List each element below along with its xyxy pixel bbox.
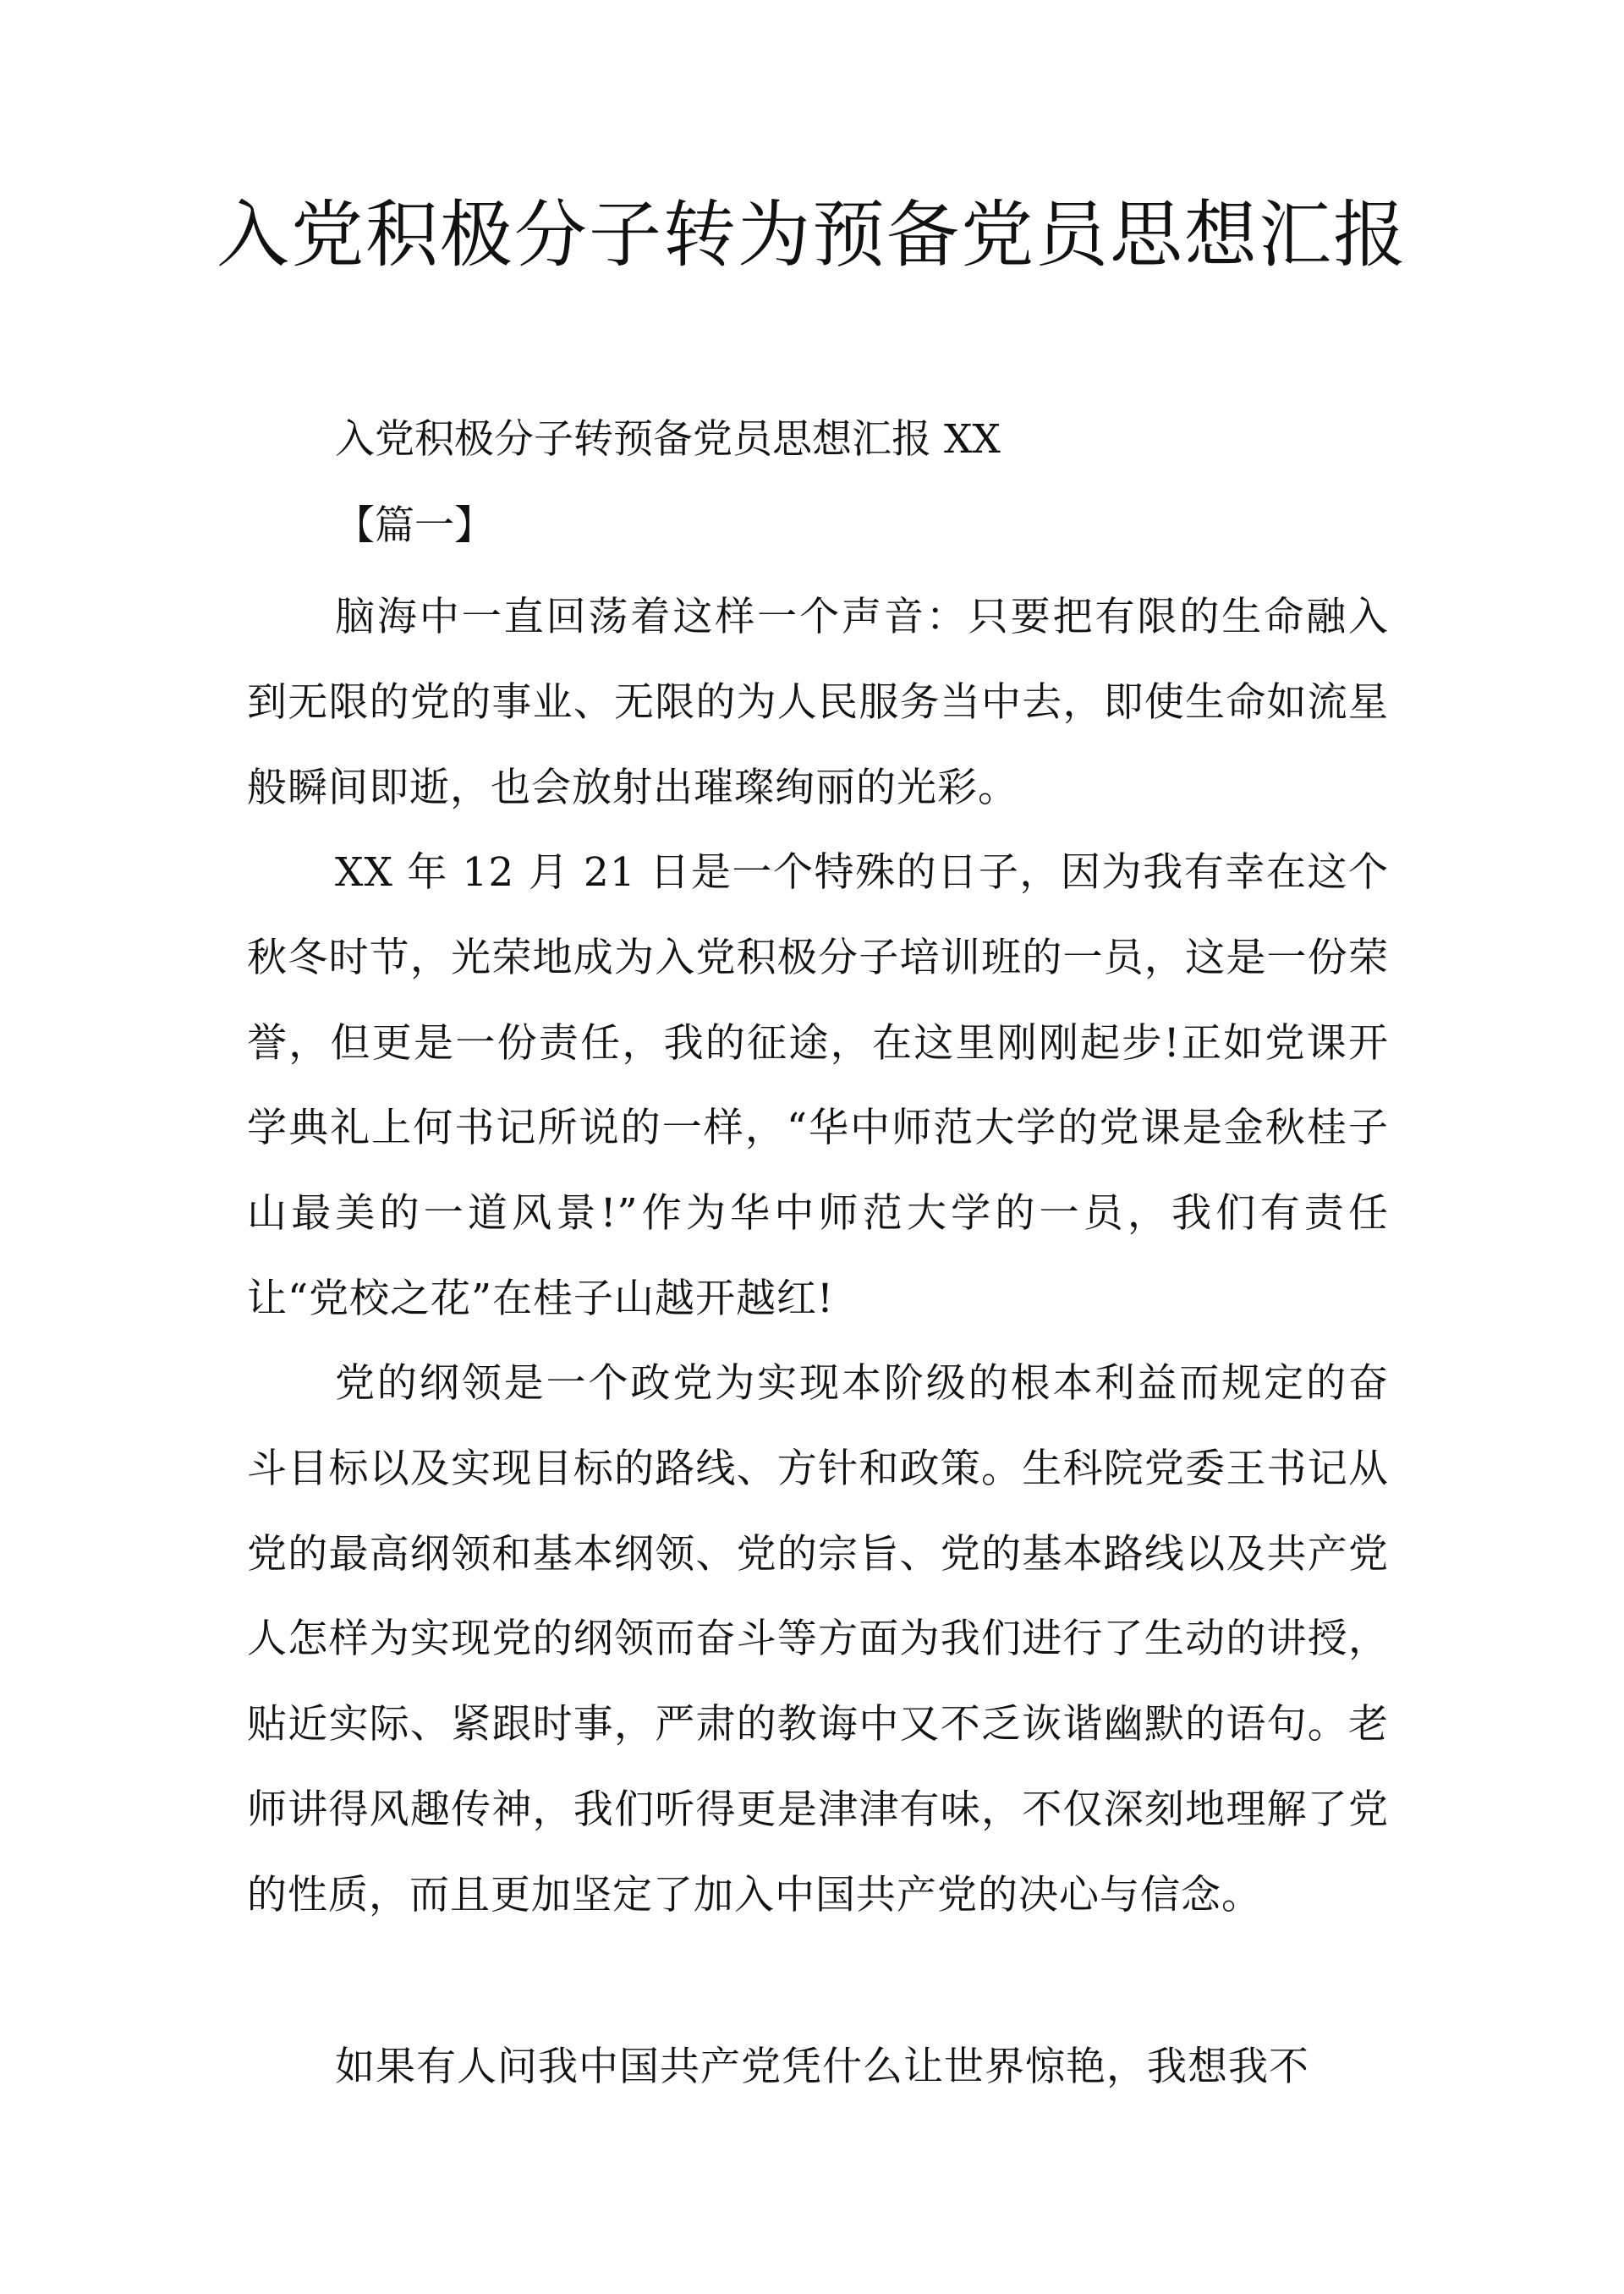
document-title: 入党积极分子转为预备党员思想汇报: [217, 193, 1407, 277]
body-paragraph: XX 年 12 月 21 日是一个特殊的日子，因为我有幸在这个秋冬时节，光荣地成为入党积极分子培训班的一员，这是一份荣誉，但更是一份责任，我的征途，在这里刚刚起步!正如党课开学典礼上何书记所说的一样，“华中师范大学的党课是金秋桂子山最美的一道风景!”作为华中师范大学的一员，我们有责任让“党校之花”在桂子山越开越红!: [247, 849, 1389, 1322]
body-paragraph: 如果有人问我中国共产党凭什么让世界惊艳，我想我不: [335, 2044, 1309, 2090]
body-paragraph: 党的纲领是一个政党为实现本阶级的根本利益而规定的奋斗目标以及实现目标的路线、方针和政策。生科院党委王书记从党的最高纲领和基本纲领、党的宗旨、党的基本路线以及共产党人怎样为实现党的纲领而奋斗等方面为我们进行了生动的讲授，贴近实际、紧跟时事，严肃的教诲中又不乏诙谐幽默的语句。老师讲得风趣传神，我们听得更是津津有味，不仅深刻地理解了党的性质，而且更加坚定了加入中国共产党的决心与信念。: [247, 1360, 1389, 1918]
body-paragraph: 脑海中一直回荡着这样一个声音：只要把有限的生命融入到无限的党的事业、无限的为人民服务当中去，即使生命如流星般瞬间即逝，也会放射出璀璨绚丽的光彩。: [247, 594, 1389, 811]
document-subtitle: 入党积极分子转预备党员思想汇报 XX: [335, 416, 1001, 463]
section-marker: 【篇一】: [335, 502, 494, 549]
